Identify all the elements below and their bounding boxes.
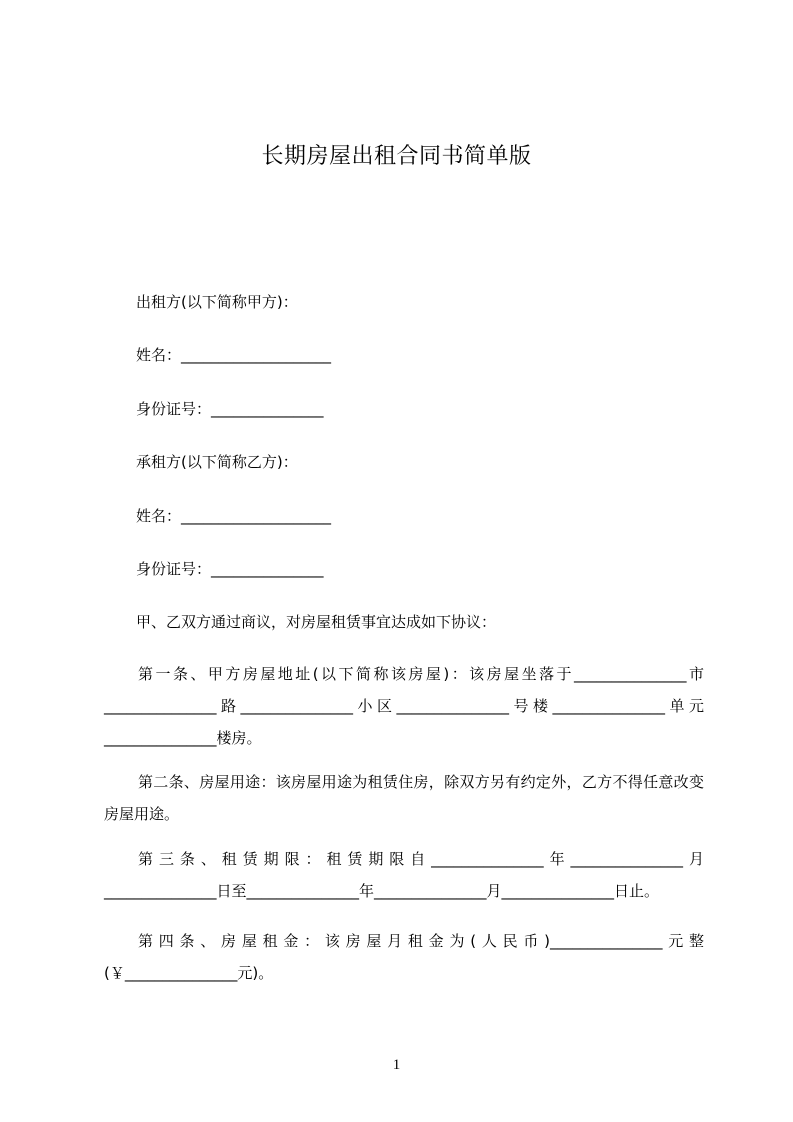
lessor-name-field: 姓名：____________________ [136,346,332,364]
clause-1-house-address: 第一条、甲方房屋地址(以下简称该房屋)：该房屋坐落于_______________市_______________路_______________小区_______________号楼_______________单元_______________楼房。 [104,665,704,747]
page-number: 1 [392,1057,401,1073]
agreement-intro: 甲、乙双方通过商议，对房屋租赁事宜达成如下协议： [136,613,497,631]
lessee-header: 承租方(以下简称乙方)： [136,453,298,471]
document-title: 长期房屋出租合同书简单版 [261,144,532,169]
lessee-name-field: 姓名：____________________ [136,507,332,525]
lessor-id-field: 身份证号：_______________ [136,400,324,418]
clause-2-house-usage: 第二条、房屋用途：该房屋用途为租赁住房，除双方另有约定外，乙方不得任意改变房屋用途。 [104,773,704,823]
clause-3-lease-term: 第三条、租赁期限：租赁期限自_______________年_______________月_______________日至_______________年_______________月_______________日止。 [104,850,704,900]
lessor-header: 出租方(以下简称甲方)： [136,293,298,311]
lessee-id-field: 身份证号：_______________ [136,560,324,578]
clause-4-rent: 第四条、房屋租金：该房屋月租金为(人民币)_______________元整(￥_______________元)。 [104,932,704,982]
